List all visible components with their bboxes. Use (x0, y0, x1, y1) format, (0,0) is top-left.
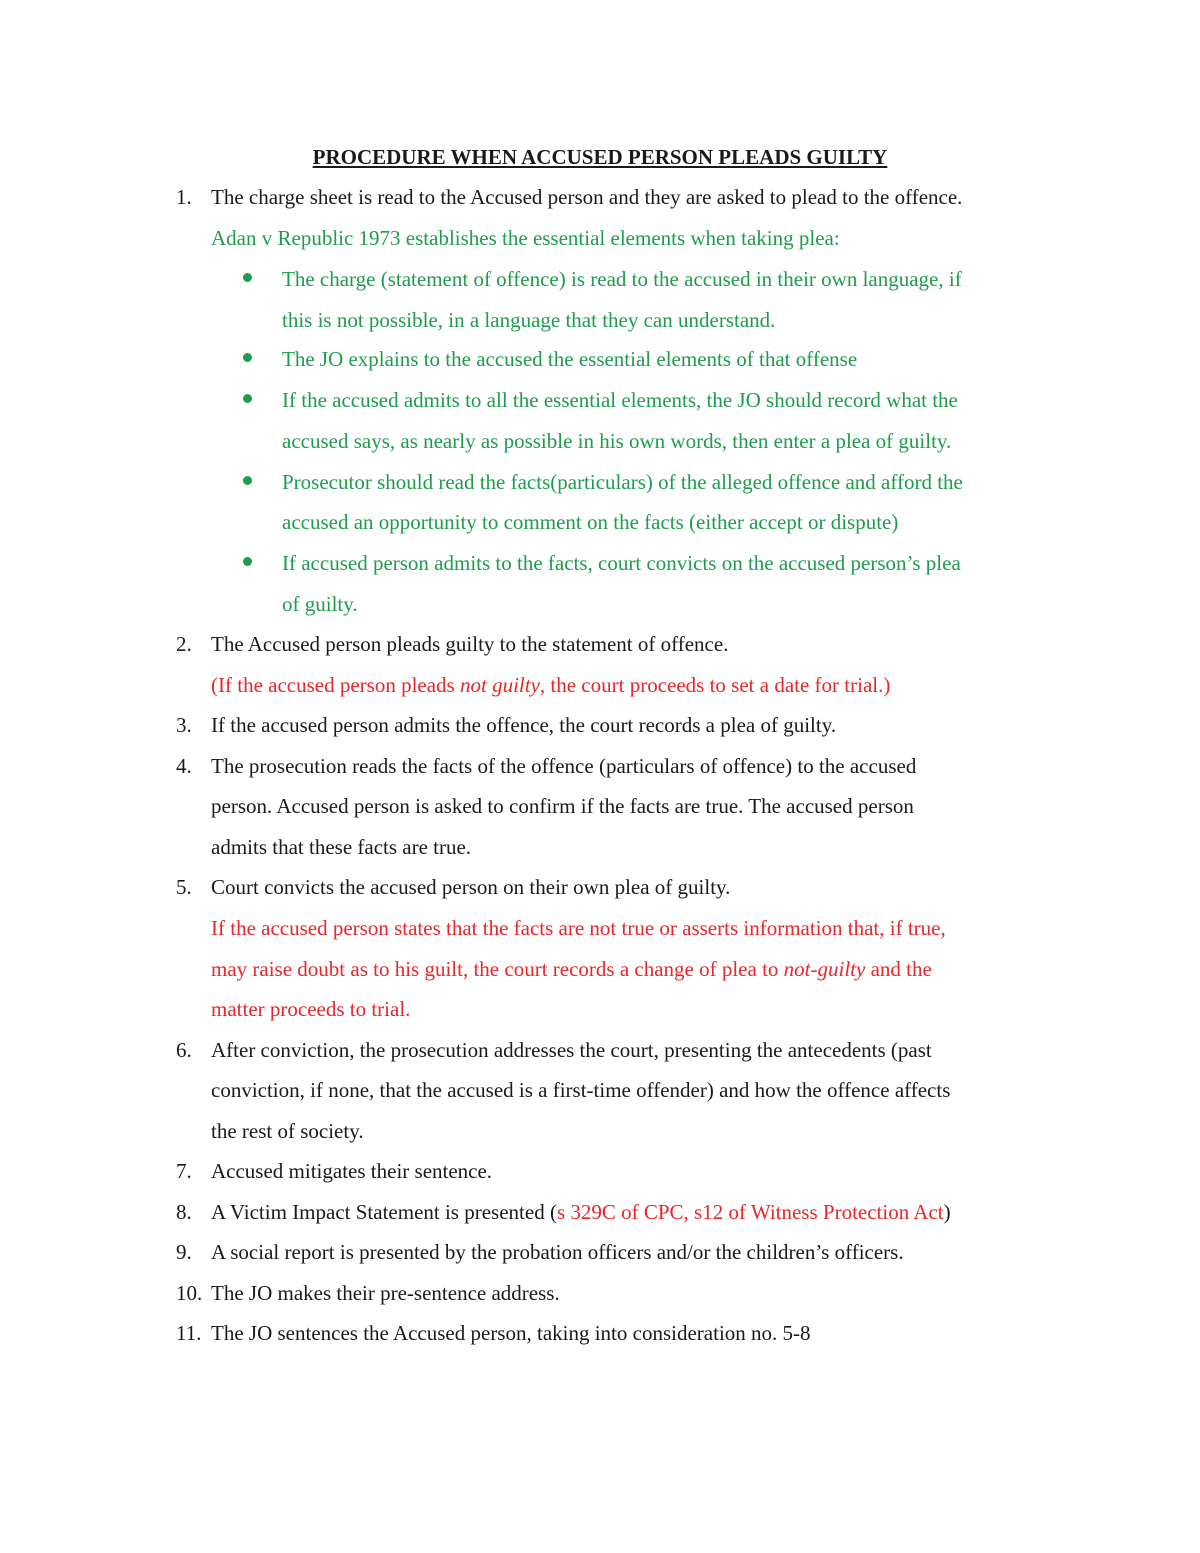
item-number: 3. (176, 713, 192, 737)
legal-reference: s 329C of CPC, s12 of Witness Protection Act (556, 1200, 944, 1224)
step-text: The JO sentences the Accused person, taking into consideration no. 5-8 (211, 1321, 811, 1345)
step-text: The JO makes their pre-sentence address. (211, 1281, 560, 1305)
bullet-text: The charge (statement of offence) is read to the accused in their own language, if (282, 267, 962, 291)
bullet-icon (243, 394, 252, 403)
red-note: If the accused person states that the facts are not true or asserts information that, if true, (211, 916, 946, 940)
step-text: The Accused person pleads guilty to the statement of offence. (211, 632, 729, 656)
step-text: The prosecution reads the facts of the offence (particulars of offence) to the accused (211, 754, 917, 778)
step-text: The charge sheet is read to the Accused person and they are asked to plead to the offence. (211, 185, 963, 209)
step-text: If the accused person admits the offence, the court records a plea of guilty. (211, 713, 837, 737)
item-number: 4. (176, 754, 192, 778)
item-number: 5. (176, 875, 192, 899)
bullet-icon (243, 273, 252, 282)
red-note: (If the accused person pleads not guilty, the court proceeds to set a date for trial.) (211, 673, 891, 697)
red-note: matter proceeds to trial. (211, 997, 411, 1021)
item-number: 9. (176, 1240, 192, 1264)
step-text: A Victim Impact Statement is presented (s 329C of CPC, s12 of Witness Protection Act) (211, 1200, 951, 1224)
bullet-icon (243, 557, 252, 566)
item-number: 1. (176, 185, 192, 209)
page-title: PROCEDURE WHEN ACCUSED PERSON PLEADS GUILTY (312, 145, 888, 169)
step-text: person. Accused person is asked to confirm if the facts are true. The accused person (211, 794, 914, 818)
item-number: 11. (176, 1321, 202, 1345)
item-number: 6. (176, 1038, 192, 1062)
step-text: admits that these facts are true. (211, 835, 472, 859)
step-text: conviction, if none, that the accused is a first-time offender) and how the offence affects (211, 1078, 951, 1102)
bullet-text: accused says, as nearly as possible in his own words, then enter a plea of guilty. (282, 429, 952, 453)
step-text: A social report is presented by the probation officers and/or the children’s officers. (211, 1240, 904, 1264)
bullet-text: of guilty. (282, 592, 358, 616)
bullet-text: accused an opportunity to comment on the facts (either accept or dispute) (282, 510, 899, 534)
bullet-text: If accused person admits to the facts, court convicts on the accused person’s plea (282, 551, 961, 575)
bullet-text: If the accused admits to all the essential elements, the JO should record what the (282, 388, 958, 412)
bullet-icon (243, 476, 252, 485)
bullet-text: The JO explains to the accused the essential elements of that offense (282, 347, 858, 371)
step-text: Court convicts the accused person on their own plea of guilty. (211, 875, 731, 899)
item-number: 8. (176, 1200, 192, 1224)
bullet-text: Prosecutor should read the facts(particulars) of the alleged offence and afford the (282, 470, 963, 494)
item-number: 10. (176, 1281, 203, 1305)
step-text: the rest of society. (211, 1119, 364, 1143)
item-number: 7. (176, 1159, 192, 1183)
case-note: Adan v Republic 1973 establishes the essential elements when taking plea: (211, 226, 840, 250)
red-note: may raise doubt as to his guilt, the court records a change of plea to not-guilty and the (211, 957, 932, 981)
step-text: Accused mitigates their sentence. (211, 1159, 493, 1183)
bullet-icon (243, 353, 252, 362)
item-number: 2. (176, 632, 192, 656)
step-text: After conviction, the prosecution addresses the court, presenting the antecedents (past (211, 1038, 932, 1062)
bullet-text: this is not possible, in a language that they can understand. (282, 308, 776, 332)
